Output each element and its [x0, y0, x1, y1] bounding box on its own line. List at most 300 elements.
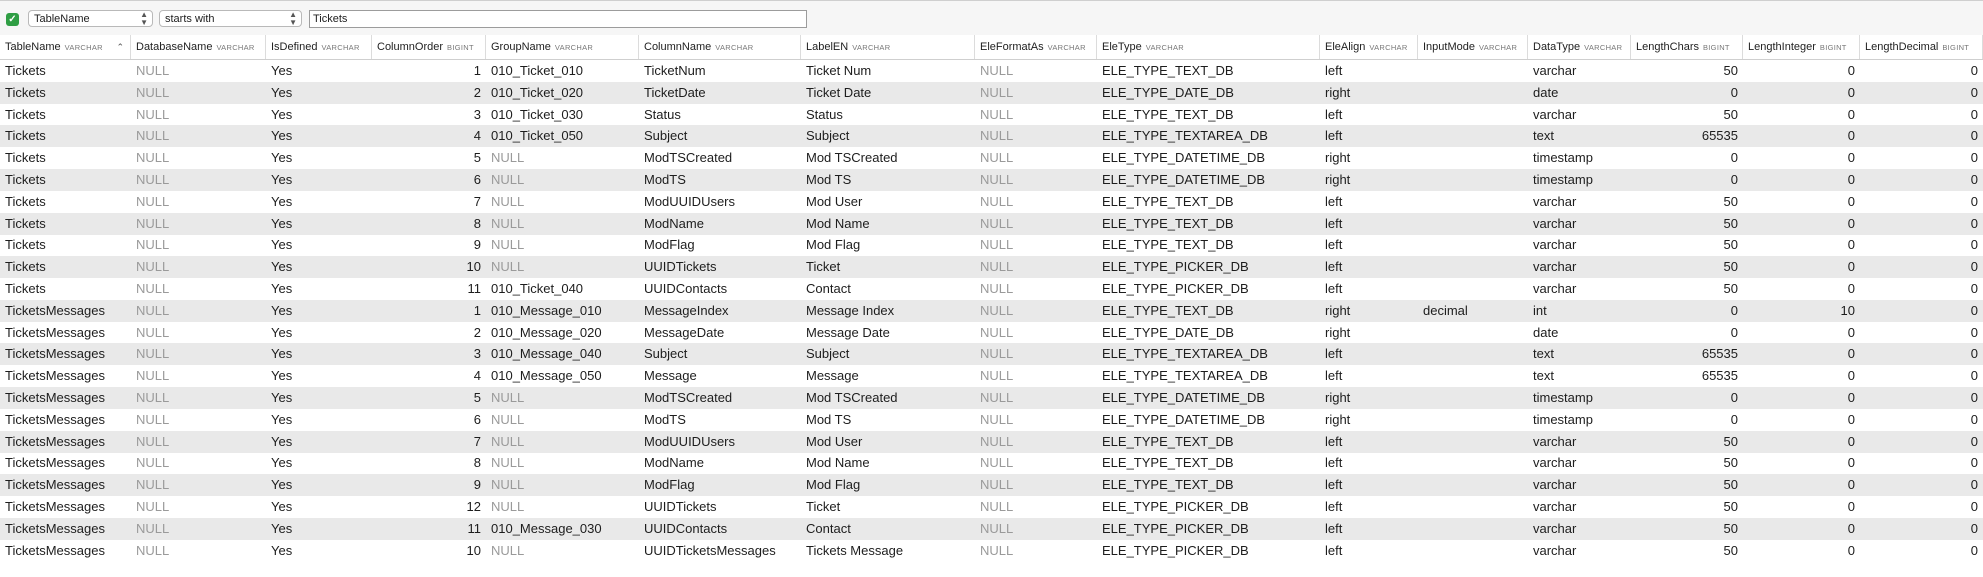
cell-length-chars[interactable]: 0 [1730, 172, 1738, 187]
cell-database-name[interactable]: NULL [136, 302, 170, 318]
cell-group-name[interactable]: 010_Ticket_030 [491, 106, 584, 122]
cell-ele-format-as[interactable]: NULL [980, 477, 1014, 493]
cell-data-type[interactable]: varchar [1533, 499, 1577, 514]
cell-is-defined[interactable]: Yes [271, 193, 293, 209]
cell-column-name[interactable]: ModUUIDUsers [644, 433, 736, 449]
cell-ele-align[interactable]: left [1325, 433, 1343, 449]
table-row[interactable] [0, 60, 1983, 82]
cell-column-order[interactable]: 4 [473, 368, 481, 384]
column-header-length-decimal[interactable] [1860, 35, 1983, 59]
cell-column-order[interactable]: 6 [473, 411, 481, 427]
cell-length-chars[interactable]: 50 [1723, 499, 1738, 514]
cell-table-name[interactable]: Tickets [5, 172, 46, 187]
cell-group-name[interactable]: 010_Message_050 [491, 368, 602, 384]
cell-length-chars[interactable]: 50 [1723, 433, 1738, 449]
cell-column-name[interactable]: TicketDate [644, 84, 706, 100]
cell-column-name[interactable]: Status [644, 106, 681, 122]
cell-table-name[interactable]: Tickets [5, 215, 46, 231]
cell-database-name[interactable]: NULL [136, 346, 170, 362]
cell-length-integer[interactable]: 0 [1847, 411, 1855, 427]
cell-ele-type[interactable]: ELE_TYPE_TEXTAREA_DB [1102, 368, 1268, 384]
cell-label-en[interactable]: Tickets Message [806, 542, 904, 558]
cell-label-en[interactable]: Message [806, 368, 859, 384]
cell-length-integer[interactable]: 0 [1847, 215, 1855, 231]
table-row[interactable] [0, 82, 1983, 104]
column-header-column-order[interactable] [372, 35, 486, 59]
cell-data-type[interactable]: varchar [1533, 215, 1577, 231]
cell-is-defined[interactable]: Yes [271, 84, 293, 100]
cell-length-chars[interactable]: 50 [1723, 520, 1738, 536]
filter-enabled-checkbox[interactable]: ✓ [6, 13, 19, 26]
cell-input-mode[interactable] [1418, 125, 1528, 147]
cell-column-order[interactable]: 11 [467, 281, 481, 296]
cell-ele-align[interactable]: left [1325, 237, 1343, 253]
cell-is-defined[interactable]: Yes [271, 520, 293, 536]
column-header-length-chars[interactable] [1631, 35, 1743, 59]
cell-table-name[interactable]: Tickets [5, 150, 46, 166]
cell-column-name[interactable]: UUIDTickets [644, 259, 717, 275]
cell-group-name[interactable]: NULL [491, 193, 525, 209]
cell-input-mode[interactable] [1418, 409, 1528, 431]
cell-column-order[interactable]: 9 [473, 237, 481, 253]
cell-input-mode[interactable] [1418, 256, 1528, 278]
cell-group-name[interactable]: NULL [491, 215, 525, 231]
cell-data-type[interactable]: varchar [1533, 63, 1577, 78]
cell-data-type[interactable]: varchar [1533, 237, 1577, 253]
cell-input-mode[interactable] [1418, 104, 1528, 126]
cell-data-type[interactable]: varchar [1533, 281, 1577, 296]
cell-group-name[interactable]: 010_Ticket_020 [491, 84, 584, 100]
cell-data-type[interactable]: varchar [1533, 520, 1577, 536]
cell-table-name[interactable]: Tickets [5, 84, 46, 100]
cell-ele-format-as[interactable]: NULL [980, 390, 1014, 405]
cell-data-type[interactable]: varchar [1533, 455, 1577, 471]
cell-ele-align[interactable]: left [1325, 106, 1343, 122]
cell-ele-align[interactable]: left [1325, 455, 1343, 471]
cell-ele-type[interactable]: ELE_TYPE_TEXT_DB [1102, 433, 1234, 449]
cell-label-en[interactable]: Message Date [806, 324, 890, 340]
cell-column-name[interactable]: MessageDate [644, 324, 725, 340]
cell-label-en[interactable]: Ticket Num [806, 63, 872, 78]
cell-length-integer[interactable]: 0 [1847, 172, 1855, 187]
cell-data-type[interactable]: varchar [1533, 477, 1577, 493]
cell-column-order[interactable]: 7 [473, 193, 481, 209]
cell-length-decimal[interactable]: 0 [1970, 150, 1978, 166]
cell-ele-align[interactable]: left [1325, 128, 1343, 144]
cell-length-integer[interactable]: 0 [1847, 455, 1855, 471]
cell-table-name[interactable]: TicketsMessages [5, 411, 105, 427]
cell-label-en[interactable]: Mod Flag [806, 237, 861, 253]
cell-table-name[interactable]: Tickets [5, 128, 46, 144]
cell-length-decimal[interactable]: 0 [1970, 499, 1978, 514]
cell-database-name[interactable]: NULL [136, 237, 170, 253]
cell-length-integer[interactable]: 10 [1840, 302, 1855, 318]
cell-input-mode[interactable] [1418, 147, 1528, 169]
cell-length-integer[interactable]: 0 [1847, 281, 1855, 296]
cell-column-order[interactable]: 3 [473, 106, 481, 122]
cell-length-integer[interactable]: 0 [1847, 542, 1855, 558]
cell-column-order[interactable]: 2 [473, 324, 481, 340]
cell-length-integer[interactable]: 0 [1847, 128, 1855, 144]
cell-ele-format-as[interactable]: NULL [980, 499, 1014, 514]
table-row[interactable] [0, 234, 1983, 256]
cell-ele-type[interactable]: ELE_TYPE_DATE_DB [1102, 84, 1234, 100]
cell-data-type[interactable]: varchar [1533, 193, 1577, 209]
cell-data-type[interactable]: date [1533, 324, 1559, 340]
cell-is-defined[interactable]: Yes [271, 150, 293, 166]
cell-label-en[interactable]: Ticket [806, 259, 841, 275]
cell-table-name[interactable]: TicketsMessages [5, 433, 105, 449]
cell-length-decimal[interactable]: 0 [1970, 84, 1978, 100]
cell-is-defined[interactable]: Yes [271, 390, 293, 405]
cell-ele-format-as[interactable]: NULL [980, 215, 1014, 231]
cell-database-name[interactable]: NULL [136, 84, 170, 100]
cell-ele-format-as[interactable]: NULL [980, 433, 1014, 449]
cell-length-integer[interactable]: 0 [1847, 368, 1855, 384]
filter-operator-select[interactable] [159, 10, 302, 27]
cell-database-name[interactable]: NULL [136, 259, 170, 275]
cell-length-integer[interactable]: 0 [1847, 150, 1855, 166]
table-row[interactable] [0, 125, 1983, 147]
cell-input-mode[interactable] [1418, 496, 1528, 518]
cell-input-mode[interactable] [1418, 213, 1528, 235]
cell-ele-type[interactable]: ELE_TYPE_TEXTAREA_DB [1102, 346, 1268, 362]
cell-ele-type[interactable]: ELE_TYPE_PICKER_DB [1102, 259, 1249, 275]
cell-length-integer[interactable]: 0 [1847, 324, 1855, 340]
cell-column-order[interactable]: 10 [466, 542, 481, 558]
cell-input-mode[interactable] [1418, 387, 1528, 409]
cell-input-mode[interactable] [1418, 540, 1528, 562]
cell-column-order[interactable]: 5 [473, 150, 481, 166]
cell-length-decimal[interactable]: 0 [1970, 390, 1978, 405]
cell-table-name[interactable]: TicketsMessages [5, 477, 105, 493]
cell-length-chars[interactable]: 50 [1723, 106, 1738, 122]
table-row[interactable] [0, 540, 1983, 562]
cell-input-mode[interactable] [1418, 518, 1528, 540]
cell-ele-format-as[interactable]: NULL [980, 455, 1014, 471]
cell-database-name[interactable]: NULL [136, 542, 170, 558]
cell-input-mode[interactable]: decimal [1423, 302, 1468, 318]
cell-column-name[interactable]: ModTSCreated [644, 150, 733, 166]
cell-database-name[interactable]: NULL [136, 411, 170, 427]
cell-length-integer[interactable]: 0 [1847, 259, 1855, 275]
cell-is-defined[interactable]: Yes [271, 172, 293, 187]
cell-length-chars[interactable]: 50 [1723, 281, 1738, 296]
cell-length-decimal[interactable]: 0 [1970, 520, 1978, 536]
filter-field-select[interactable] [28, 10, 153, 27]
cell-input-mode[interactable] [1418, 452, 1528, 474]
cell-ele-align[interactable]: right [1325, 390, 1351, 405]
cell-ele-format-as[interactable]: NULL [980, 106, 1014, 122]
cell-table-name[interactable]: Tickets [5, 281, 46, 296]
cell-label-en[interactable]: Subject [806, 346, 850, 362]
cell-length-chars[interactable]: 65535 [1701, 368, 1738, 384]
cell-table-name[interactable]: Tickets [5, 63, 46, 78]
cell-is-defined[interactable]: Yes [271, 433, 293, 449]
cell-length-decimal[interactable]: 0 [1970, 259, 1978, 275]
cell-column-name[interactable]: TicketNum [644, 63, 706, 78]
cell-group-name[interactable]: NULL [491, 499, 525, 514]
cell-database-name[interactable]: NULL [136, 128, 170, 144]
cell-input-mode[interactable] [1418, 343, 1528, 365]
cell-ele-type[interactable]: ELE_TYPE_TEXT_DB [1102, 477, 1234, 493]
table-row[interactable] [0, 365, 1983, 387]
cell-ele-align[interactable]: right [1325, 84, 1351, 100]
cell-table-name[interactable]: TicketsMessages [5, 520, 105, 536]
cell-database-name[interactable]: NULL [136, 390, 170, 405]
cell-ele-type[interactable]: ELE_TYPE_PICKER_DB [1102, 542, 1249, 558]
table-row[interactable] [0, 322, 1983, 344]
cell-input-mode[interactable] [1418, 60, 1528, 82]
table-row[interactable] [0, 409, 1983, 431]
cell-database-name[interactable]: NULL [136, 433, 170, 449]
cell-ele-align[interactable]: right [1325, 172, 1351, 187]
cell-is-defined[interactable]: Yes [271, 477, 293, 493]
cell-ele-align[interactable]: right [1325, 150, 1351, 166]
cell-group-name[interactable]: 010_Message_020 [491, 324, 602, 340]
cell-table-name[interactable]: TicketsMessages [5, 324, 105, 340]
cell-length-decimal[interactable]: 0 [1970, 215, 1978, 231]
table-row[interactable] [0, 256, 1983, 278]
cell-length-decimal[interactable]: 0 [1970, 302, 1978, 318]
cell-ele-type[interactable]: ELE_TYPE_TEXT_DB [1102, 237, 1234, 253]
cell-length-chars[interactable]: 0 [1730, 324, 1738, 340]
cell-data-type[interactable]: int [1533, 302, 1547, 318]
cell-column-name[interactable]: Subject [644, 346, 688, 362]
cell-database-name[interactable]: NULL [136, 368, 170, 384]
cell-group-name[interactable]: NULL [491, 390, 525, 405]
cell-column-name[interactable]: ModName [644, 215, 704, 231]
cell-length-integer[interactable]: 0 [1847, 520, 1855, 536]
cell-length-integer[interactable]: 0 [1847, 477, 1855, 493]
cell-ele-format-as[interactable]: NULL [980, 237, 1014, 253]
cell-input-mode[interactable] [1418, 191, 1528, 213]
cell-length-chars[interactable]: 0 [1730, 411, 1738, 427]
cell-length-integer[interactable]: 0 [1847, 193, 1855, 209]
cell-column-order[interactable]: 4 [473, 128, 481, 144]
cell-column-name[interactable]: ModTS [644, 411, 686, 427]
cell-input-mode[interactable] [1418, 169, 1528, 191]
cell-is-defined[interactable]: Yes [271, 542, 293, 558]
cell-column-name[interactable]: ModFlag [644, 477, 695, 493]
cell-ele-align[interactable]: left [1325, 368, 1343, 384]
table-row[interactable] [0, 518, 1983, 540]
table-row[interactable] [0, 278, 1983, 300]
cell-ele-format-as[interactable]: NULL [980, 346, 1014, 362]
cell-group-name[interactable]: NULL [491, 477, 525, 493]
cell-data-type[interactable]: varchar [1533, 106, 1577, 122]
cell-data-type[interactable]: varchar [1533, 542, 1577, 558]
cell-ele-type[interactable]: ELE_TYPE_TEXT_DB [1102, 455, 1234, 471]
cell-ele-format-as[interactable]: NULL [980, 411, 1014, 427]
cell-column-name[interactable]: Subject [644, 128, 688, 144]
cell-input-mode[interactable] [1418, 365, 1528, 387]
cell-database-name[interactable]: NULL [136, 520, 170, 536]
table-row[interactable] [0, 147, 1983, 169]
cell-is-defined[interactable]: Yes [271, 411, 293, 427]
cell-length-chars[interactable]: 65535 [1701, 128, 1738, 144]
cell-table-name[interactable]: TicketsMessages [5, 390, 105, 405]
cell-ele-format-as[interactable]: NULL [980, 84, 1014, 100]
cell-group-name[interactable]: 010_Ticket_050 [491, 128, 584, 144]
column-header-ele-align[interactable] [1320, 35, 1418, 59]
cell-group-name[interactable]: NULL [491, 172, 525, 187]
filter-value-input[interactable]: Tickets [309, 10, 807, 28]
cell-length-chars[interactable]: 50 [1723, 237, 1738, 253]
cell-data-type[interactable]: text [1533, 346, 1554, 362]
cell-ele-format-as[interactable]: NULL [980, 150, 1014, 166]
cell-group-name[interactable]: NULL [491, 150, 525, 166]
cell-column-name[interactable]: MessageIndex [644, 302, 729, 318]
table-row[interactable] [0, 474, 1983, 496]
cell-ele-format-as[interactable]: NULL [980, 520, 1014, 536]
cell-data-type[interactable]: text [1533, 128, 1554, 144]
cell-is-defined[interactable]: Yes [271, 281, 293, 296]
cell-input-mode[interactable] [1418, 82, 1528, 104]
column-header-input-mode[interactable] [1418, 35, 1528, 59]
cell-length-decimal[interactable]: 0 [1970, 477, 1978, 493]
cell-column-name[interactable]: ModTS [644, 172, 686, 187]
cell-group-name[interactable]: NULL [491, 542, 525, 558]
cell-ele-align[interactable]: left [1325, 477, 1343, 493]
cell-ele-format-as[interactable]: NULL [980, 302, 1014, 318]
cell-ele-format-as[interactable]: NULL [980, 542, 1014, 558]
cell-ele-align[interactable]: right [1325, 411, 1351, 427]
cell-length-decimal[interactable]: 0 [1970, 368, 1978, 384]
cell-label-en[interactable]: Mod TSCreated [806, 150, 898, 166]
table-row[interactable] [0, 431, 1983, 453]
cell-ele-type[interactable]: ELE_TYPE_DATETIME_DB [1102, 150, 1266, 166]
cell-length-chars[interactable]: 50 [1723, 193, 1738, 209]
cell-table-name[interactable]: Tickets [5, 259, 46, 275]
column-header-ele-format-as[interactable] [975, 35, 1097, 59]
cell-is-defined[interactable]: Yes [271, 324, 293, 340]
cell-ele-format-as[interactable]: NULL [980, 368, 1014, 384]
cell-data-type[interactable]: text [1533, 368, 1554, 384]
cell-label-en[interactable]: Mod Name [806, 215, 870, 231]
cell-input-mode[interactable] [1418, 322, 1528, 344]
cell-column-order[interactable]: 10 [466, 259, 481, 275]
cell-is-defined[interactable]: Yes [271, 259, 293, 275]
cell-length-chars[interactable]: 50 [1723, 215, 1738, 231]
cell-column-order[interactable]: 11 [467, 520, 481, 536]
cell-data-type[interactable]: varchar [1533, 433, 1577, 449]
cell-ele-type[interactable]: ELE_TYPE_PICKER_DB [1102, 281, 1249, 296]
cell-table-name[interactable]: TicketsMessages [5, 346, 105, 362]
cell-column-name[interactable]: ModUUIDUsers [644, 193, 736, 209]
cell-ele-align[interactable]: left [1325, 499, 1343, 514]
cell-ele-format-as[interactable]: NULL [980, 172, 1014, 187]
cell-group-name[interactable]: 010_Message_040 [491, 346, 602, 362]
cell-label-en[interactable]: Subject [806, 128, 850, 144]
cell-ele-align[interactable]: left [1325, 346, 1343, 362]
cell-label-en[interactable]: Mod TS [806, 411, 852, 427]
cell-ele-align[interactable]: left [1325, 63, 1343, 78]
cell-table-name[interactable]: TicketsMessages [5, 302, 105, 318]
cell-label-en[interactable]: Status [806, 106, 843, 122]
cell-column-name[interactable]: ModFlag [644, 237, 695, 253]
cell-is-defined[interactable]: Yes [271, 237, 293, 253]
cell-length-decimal[interactable]: 0 [1970, 237, 1978, 253]
cell-column-name[interactable]: UUIDTickets [644, 499, 717, 514]
cell-group-name[interactable]: NULL [491, 455, 525, 471]
cell-ele-align[interactable]: left [1325, 215, 1343, 231]
table-row[interactable] [0, 452, 1983, 474]
cell-label-en[interactable]: Mod TS [806, 172, 852, 187]
cell-ele-align[interactable]: left [1325, 281, 1343, 296]
cell-length-decimal[interactable]: 0 [1970, 455, 1978, 471]
table-row[interactable] [0, 213, 1983, 235]
cell-column-order[interactable]: 8 [473, 455, 481, 471]
cell-group-name[interactable]: NULL [491, 433, 525, 449]
cell-ele-align[interactable]: right [1325, 324, 1351, 340]
cell-length-chars[interactable]: 0 [1730, 302, 1738, 318]
cell-length-chars[interactable]: 50 [1723, 455, 1738, 471]
cell-length-decimal[interactable]: 0 [1970, 63, 1978, 78]
cell-column-order[interactable]: 8 [473, 215, 481, 231]
cell-ele-type[interactable]: ELE_TYPE_PICKER_DB [1102, 499, 1249, 514]
cell-ele-type[interactable]: ELE_TYPE_DATETIME_DB [1102, 390, 1266, 405]
cell-ele-type[interactable]: ELE_TYPE_TEXT_DB [1102, 106, 1234, 122]
cell-data-type[interactable]: timestamp [1533, 411, 1593, 427]
cell-group-name[interactable]: 010_Ticket_010 [491, 63, 584, 78]
cell-ele-type[interactable]: ELE_TYPE_DATETIME_DB [1102, 411, 1266, 427]
cell-ele-type[interactable]: ELE_TYPE_PICKER_DB [1102, 520, 1249, 536]
cell-database-name[interactable]: NULL [136, 499, 170, 514]
cell-column-name[interactable]: UUIDContacts [644, 520, 728, 536]
cell-ele-type[interactable]: ELE_TYPE_DATE_DB [1102, 324, 1234, 340]
cell-column-order[interactable]: 1 [473, 63, 481, 78]
cell-group-name[interactable]: 010_Ticket_040 [491, 281, 584, 296]
cell-length-integer[interactable]: 0 [1847, 390, 1855, 405]
cell-length-integer[interactable]: 0 [1847, 237, 1855, 253]
table-row[interactable] [0, 169, 1983, 191]
cell-database-name[interactable]: NULL [136, 193, 170, 209]
cell-label-en[interactable]: Mod Flag [806, 477, 861, 493]
cell-column-order[interactable]: 1 [473, 302, 481, 318]
cell-is-defined[interactable]: Yes [271, 128, 293, 144]
cell-group-name[interactable]: NULL [491, 411, 525, 427]
cell-data-type[interactable]: timestamp [1533, 150, 1593, 166]
table-row[interactable] [0, 104, 1983, 126]
cell-data-type[interactable]: timestamp [1533, 390, 1593, 405]
cell-length-integer[interactable]: 0 [1847, 433, 1855, 449]
cell-ele-type[interactable]: ELE_TYPE_TEXT_DB [1102, 63, 1234, 78]
cell-table-name[interactable]: Tickets [5, 237, 46, 253]
cell-ele-align[interactable]: left [1325, 520, 1343, 536]
cell-is-defined[interactable]: Yes [271, 215, 293, 231]
cell-table-name[interactable]: TicketsMessages [5, 368, 105, 384]
cell-column-order[interactable]: 2 [473, 84, 481, 100]
cell-length-chars[interactable]: 65535 [1701, 346, 1738, 362]
column-header-group-name[interactable] [486, 35, 639, 59]
cell-label-en[interactable]: Message Index [806, 302, 895, 318]
cell-label-en[interactable]: Ticket [806, 499, 841, 514]
cell-column-order[interactable]: 3 [473, 346, 481, 362]
cell-database-name[interactable]: NULL [136, 455, 170, 471]
cell-table-name[interactable]: Tickets [5, 193, 46, 209]
cell-is-defined[interactable]: Yes [271, 302, 293, 318]
cell-database-name[interactable]: NULL [136, 106, 170, 122]
cell-ele-type[interactable]: ELE_TYPE_TEXT_DB [1102, 215, 1234, 231]
cell-is-defined[interactable]: Yes [271, 63, 293, 78]
cell-ele-align[interactable]: left [1325, 259, 1343, 275]
cell-length-chars[interactable]: 0 [1730, 150, 1738, 166]
cell-length-integer[interactable]: 0 [1847, 106, 1855, 122]
cell-input-mode[interactable] [1418, 474, 1528, 496]
cell-length-decimal[interactable]: 0 [1970, 106, 1978, 122]
cell-group-name[interactable]: 010_Message_010 [491, 302, 602, 318]
